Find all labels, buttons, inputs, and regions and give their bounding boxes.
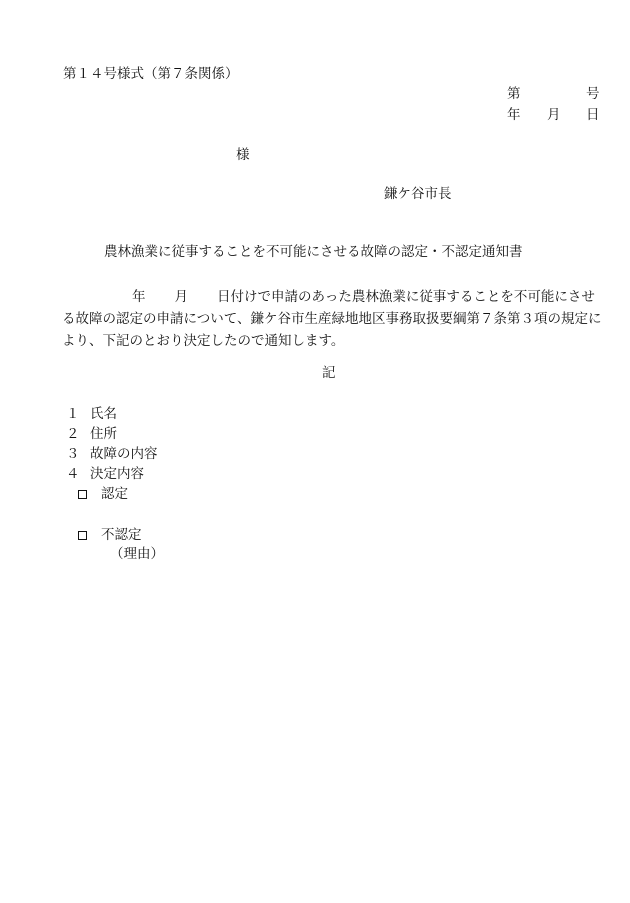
body-line-1-text: 日付けで申請のあった農林漁業に従事することを不可能にさせ [217,289,595,305]
form-number: 第１４号様式（第７条関係） [63,66,239,82]
item-number: ２ [66,426,80,442]
item-number: １ [66,406,80,422]
item-label-address: 住所 [90,426,117,442]
document-title: 農林漁業に従事することを不可能にさせる故障の認定・不認定通知書 [104,244,523,260]
number-prefix: 第 [507,86,521,102]
body-paragraph [62,286,600,352]
body-month-label: 月 [174,289,188,305]
recipient-honorific: 様 [236,147,250,163]
body-line-2: る故障の認定の申請について、鎌ケ谷市生産緑地地区事務取扱要綱第７条第３項の規定に [62,311,602,327]
number-suffix: 号 [586,86,600,102]
item-label-name: 氏名 [90,406,117,422]
ki-heading: 記 [322,365,336,381]
issuer-name: 鎌ケ谷市長 [384,186,452,202]
approve-checkbox[interactable] [78,490,87,499]
reject-label: 不認定 [101,527,142,543]
reject-checkbox[interactable] [78,531,87,540]
approve-label: 認定 [101,486,128,502]
body-year-label: 年 [132,289,146,305]
item-number: ４ [66,466,80,482]
reason-label: （理由） [110,546,164,562]
date-day-label: 日 [586,107,600,123]
item-label-decision: 決定内容 [90,466,144,482]
date-month-label: 月 [547,107,561,123]
body-line-3: より、下記のとおり決定したので通知します。 [62,333,345,349]
item-number: ３ [66,446,80,462]
date-year-label: 年 [507,107,521,123]
item-label-disability: 故障の内容 [90,446,158,462]
body-line-1 [62,286,600,308]
